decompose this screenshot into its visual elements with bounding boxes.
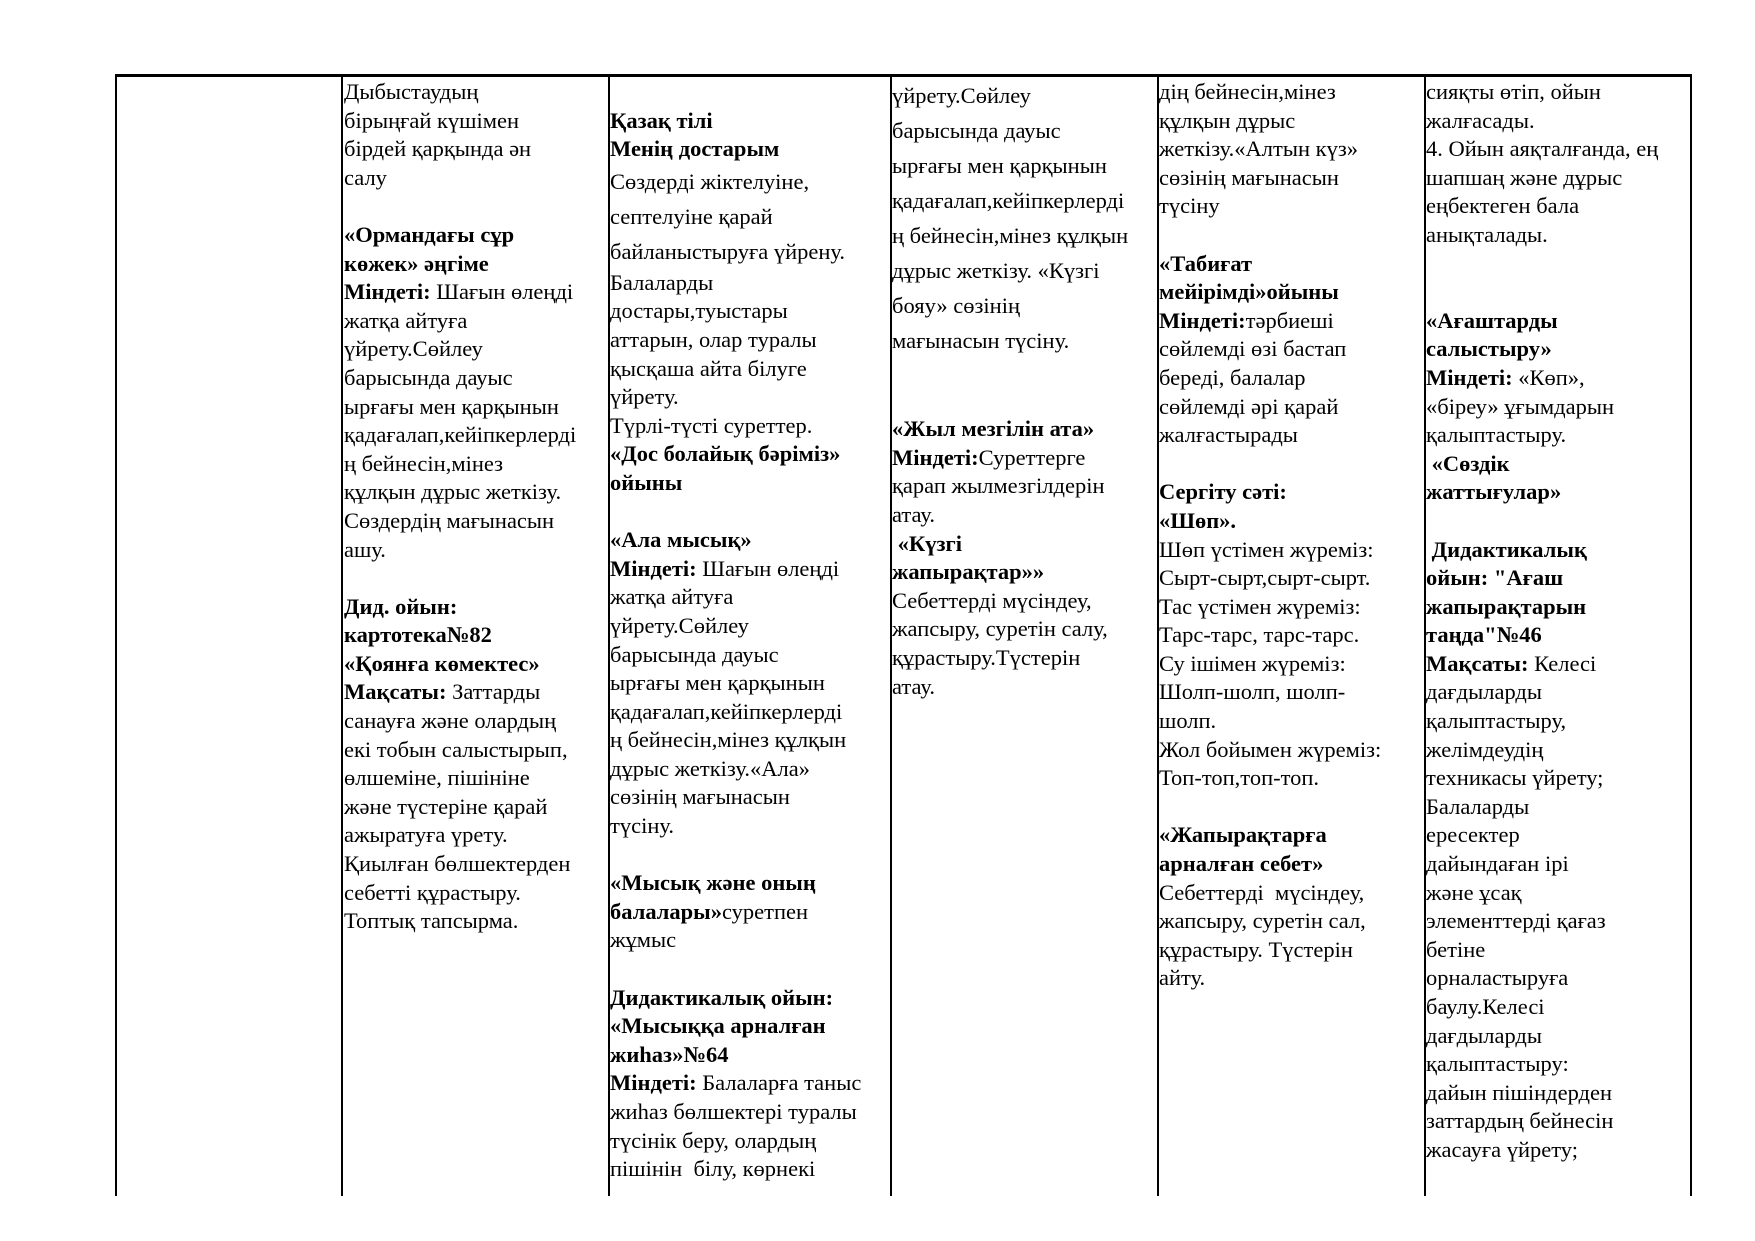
cell-text-line — [344, 192, 606, 221]
bold-label: Міндеті: — [892, 444, 979, 470]
cell-text-line — [1159, 450, 1423, 479]
cell-text-line: жатқа айтуға — [610, 584, 734, 610]
cell-text-line: дайындаған ірі — [1426, 851, 1569, 877]
table-left-border — [115, 74, 117, 1196]
cell-text-line: сөйлемді әрі қарай — [1159, 393, 1339, 419]
cell-text-line: бірыңғай күшімен — [344, 107, 520, 133]
cell-text-line: «Сөздік — [1426, 450, 1510, 476]
cell-text-line: Сергіту сәті: — [1159, 479, 1287, 505]
cell-text-line: Балаларды — [610, 269, 714, 295]
cell-text-line — [1159, 793, 1423, 822]
cell-text-line: Топ-топ,топ-топ. — [1159, 765, 1320, 791]
bold-label: Міндеті: — [344, 279, 431, 305]
cell-text-line: құлқын дұрыс жеткізу. — [344, 479, 562, 505]
cell-text-line: жиһаз бөлшектері туралы — [610, 1099, 857, 1124]
table-top-border — [115, 74, 1692, 77]
cell-text-line: сөзінің мағынасын — [1159, 164, 1339, 190]
cell-text-line: қадағалап,кейіпкерлерді — [344, 422, 577, 448]
cell-text-line: анықталады. — [1426, 221, 1548, 247]
cell-text-line: «Дос болайық бәріміз» — [610, 441, 841, 467]
table-column — [1426, 78, 1688, 1165]
table-column — [892, 78, 1156, 701]
cell-text-line: қадағалап,кейіпкерлерді — [892, 188, 1125, 213]
cell-text-line: үйрету.Сөйлеу — [344, 336, 483, 362]
cell-text-line — [610, 555, 888, 584]
cell-text-line: дағдыларды — [1426, 1022, 1542, 1048]
cell-text-line: «біреу» ұғымдарын — [1426, 393, 1614, 419]
bold-label: Міндеті: — [610, 1070, 697, 1096]
bold-label: Мақсаты: — [1426, 650, 1529, 676]
cell-text-line: «Жыл мезгілін ата» — [892, 416, 1095, 442]
cell-text-line: дағдыларды — [1426, 679, 1542, 705]
cell-text-line: Су ішімен жүреміз: — [1159, 650, 1346, 676]
cell-text-line: Себеттерді мүсіндеу, — [892, 587, 1092, 613]
cell-text-line: екі тобын салыстырып, — [344, 736, 568, 762]
cell-text-line: жалғасады. — [1426, 107, 1535, 133]
cell-text-line: ересектер — [1426, 822, 1520, 848]
cell-text-line: ырғағы мен қарқынын — [344, 393, 559, 419]
cell-text-line: жұмыс — [610, 927, 677, 953]
cell-text-line: түсінік беру, олардың — [610, 1127, 817, 1153]
cell-text-line: дайын пішіндерден — [1426, 1079, 1613, 1105]
cell-text-line: қарап жылмезгілдерін — [892, 473, 1105, 499]
cell-text-line — [1426, 650, 1688, 679]
cell-text-line: ойын: "Ағаш — [1426, 565, 1564, 591]
cell-text-line: «Күзгі — [892, 530, 962, 556]
cell-text-line: ашу. — [344, 536, 386, 562]
cell-text-line: Себеттерді мүсіндеу, — [1159, 879, 1365, 905]
cell-text-line — [892, 444, 1156, 473]
cell-text-line — [892, 358, 1156, 387]
cell-text-line: көжек» әңгіме — [344, 250, 489, 276]
cell-text-line: септелуіне қарай — [610, 203, 773, 229]
cell-text-line: картотека№82 — [344, 622, 492, 648]
column-divider — [341, 74, 343, 1196]
cell-text-line: таңда"№46 — [1426, 622, 1542, 648]
cell-text-line: «Шөп». — [1159, 507, 1237, 533]
cell-text-line: жасауға үйрету; — [1426, 1136, 1578, 1162]
cell-text-line — [1159, 307, 1423, 336]
cell-text-line: сияқты өтіп, ойын — [1426, 79, 1601, 104]
cell-text-line: атау. — [892, 501, 935, 527]
cell-text-line: Тас үстімен жүреміз: — [1159, 593, 1361, 619]
cell-text-line: бояу» сөзінің — [892, 293, 1021, 318]
cell-text-line: мейірімді»ойыны — [1159, 279, 1339, 305]
bold-label: балалары» — [610, 898, 722, 924]
cell-text-line: пішінін білу, көрнекі — [610, 1156, 816, 1182]
cell-text-line — [610, 898, 888, 927]
text-run: Суреттерге — [978, 444, 1086, 470]
cell-text-line: себетті құрастыру. — [344, 879, 521, 905]
cell-text-line: ң бейнесін,мінез құлқын — [892, 223, 1129, 248]
cell-text-line — [610, 498, 888, 527]
cell-text-line: «Жапырақтарға — [1159, 822, 1327, 848]
cell-text-line: Түрлі-түсті суреттер. — [610, 412, 813, 438]
cell-text-line: барысында дауыс — [892, 118, 1061, 143]
cell-text-line: жаттығулар» — [1426, 479, 1562, 505]
text-run: суретпен — [721, 898, 809, 924]
cell-text-line: орналастыруға — [1426, 965, 1569, 991]
cell-text-line: береді, балалар — [1159, 364, 1306, 390]
table-right-border — [1690, 74, 1692, 1196]
cell-text-line: ң бейнесін,мінез құлқын — [610, 727, 847, 753]
cell-text-line — [344, 278, 606, 307]
cell-text-line: «Мысық және оның — [610, 870, 816, 896]
cell-text-line: ойыны — [610, 469, 683, 495]
cell-text-line: ырғағы мен қарқынын — [892, 153, 1107, 178]
cell-text-line: сөйлемді өзі бастап — [1159, 336, 1347, 362]
cell-text-line — [892, 387, 1156, 416]
cell-text-line: еңбектеген бала — [1426, 193, 1580, 219]
cell-text-line: шолп. — [1159, 708, 1217, 734]
cell-text-line: элементтерді қағаз — [1426, 908, 1606, 934]
cell-text-line: бетіне — [1426, 936, 1486, 962]
cell-text-line: салу — [344, 164, 387, 190]
cell-text-line: ажыратуға үрету. — [344, 822, 508, 848]
cell-text-line: «Ала мысық» — [610, 527, 752, 553]
cell-text-line: «Ағаштарды — [1426, 307, 1558, 333]
cell-text-line: салыстыру» — [1426, 336, 1552, 362]
bold-label: Міндеті: — [610, 555, 697, 581]
cell-text-line: жеткізу.«Алтын күз» — [1159, 136, 1358, 162]
cell-text-line: өлшеміне, пішініне — [344, 765, 530, 791]
cell-text-line: Жол бойымен жүреміз: — [1159, 736, 1382, 762]
cell-text-line: айту. — [1159, 965, 1206, 991]
cell-text-line: құлқын дұрыс — [1159, 107, 1296, 133]
cell-text-line: барысында дауыс — [344, 364, 513, 390]
cell-text-line: Тарс-тарс, тарс-тарс. — [1159, 622, 1360, 648]
cell-text-line: жапсыру, суретін сал, — [1159, 908, 1366, 934]
cell-text-line: Сөздердің мағынасын — [344, 507, 555, 533]
cell-text-line: жиһаз»№64 — [610, 1041, 729, 1067]
cell-text-line: жатқа айтуға — [344, 307, 468, 333]
cell-text-line — [1426, 250, 1688, 279]
cell-text-line — [610, 841, 888, 870]
text-run: «Көп», — [1512, 364, 1585, 390]
table-column — [344, 78, 606, 936]
cell-text-line: «Табиғат — [1159, 250, 1253, 276]
cell-text-line: Дыбыстаудың — [344, 79, 479, 104]
cell-text-line: және түстеріне қарай — [344, 793, 548, 819]
cell-text-line: үйрету.Сөйлеу — [610, 612, 749, 638]
cell-text-line: «Қоянға көмектес» — [344, 650, 540, 676]
cell-text-line: бірдей қарқында ән — [344, 136, 532, 162]
cell-text-line — [610, 1069, 888, 1098]
cell-text-line: Дидактикалық ойын: — [610, 984, 834, 1010]
text-run: тәрбиеші — [1245, 307, 1334, 333]
cell-text-line: қысқаша айта білуге — [610, 355, 807, 381]
cell-text-line: «Мысыққа арналған — [610, 1013, 826, 1039]
cell-text-line: түсіну. — [610, 813, 674, 839]
cell-text-line: түсіну — [1159, 193, 1220, 219]
cell-text-line: желімдеудің — [1426, 736, 1544, 762]
cell-text-line: санауға және олардың — [344, 708, 557, 734]
cell-text-line: барысында дауыс — [610, 641, 779, 667]
cell-text-line: қалыптастыру. — [1426, 422, 1567, 448]
cell-text-line — [610, 955, 888, 984]
cell-text-line: үйрету. — [610, 384, 679, 410]
bold-label: Мақсаты: — [344, 679, 447, 705]
text-run: Заттарды — [446, 679, 541, 705]
cell-text-line: қалыптастыру: — [1426, 1051, 1569, 1077]
cell-text-line: жапырақтар»» — [892, 559, 1045, 585]
cell-text-line: Балаларды — [1426, 793, 1530, 819]
cell-text-line: ң бейнесін,мінез — [344, 450, 504, 476]
cell-text-line: «Ормандағы сұр — [344, 221, 515, 247]
text-run: Шағын өлеңді — [696, 555, 840, 581]
cell-text-line: баулу.Келесі — [1426, 994, 1545, 1019]
cell-text-line — [610, 78, 888, 107]
cell-text-line: атау. — [892, 673, 935, 699]
bold-label: Міндеті: — [1426, 364, 1513, 390]
cell-text-line: Дид. ойын: — [344, 593, 458, 619]
cell-text-line: ырғағы мен қарқынын — [610, 670, 825, 696]
text-run: Келесі — [1528, 650, 1597, 676]
cell-text-line: дұрыс жеткізу. «Күзгі — [892, 258, 1100, 283]
cell-text-line: сөзінің мағынасын — [610, 784, 790, 810]
cell-text-line: жапсыру, суретін салу, — [892, 616, 1108, 642]
table-column — [1159, 78, 1423, 993]
cell-text-line: аттарын, олар туралы — [610, 326, 817, 352]
bold-label: Міндеті: — [1159, 307, 1246, 333]
cell-text-line: қалыптастыру, — [1426, 708, 1567, 734]
cell-text-line: 4. Ойын аяқталғанда, ең — [1426, 136, 1659, 162]
cell-text-line — [344, 678, 606, 707]
cell-text-line — [1159, 221, 1423, 250]
cell-text-line: Топтық тапсырма. — [344, 908, 519, 934]
cell-text-line: Сөздерді жіктелуіне, — [610, 168, 810, 194]
cell-text-line: шапшаң және дұрыс — [1426, 164, 1623, 190]
cell-text-line: қадағалап,кейіпкерлерді — [610, 698, 843, 724]
cell-text-line: Менің достарым — [610, 136, 780, 162]
cell-text-line: жапырақтарын — [1426, 593, 1587, 619]
cell-text-line: дұрыс жеткізу.«Ала» — [610, 755, 810, 781]
cell-text-line: достары,туыстары — [610, 298, 788, 324]
table-column — [610, 78, 888, 1184]
cell-text-line: Қазақ тілі — [610, 107, 713, 133]
cell-text-line — [1426, 278, 1688, 307]
cell-text-line: құрастыру. Түстерін — [1159, 936, 1353, 962]
text-run: Балаларға таныс — [696, 1070, 862, 1096]
cell-text-line: техникасы үйрету; — [1426, 765, 1604, 791]
cell-text-line: және ұсақ — [1426, 879, 1522, 905]
cell-text-line: Сырт-сырт,сырт-сырт. — [1159, 565, 1371, 591]
cell-text-line: Шолп-шолп, шолп- — [1159, 679, 1346, 705]
cell-text-line — [1426, 507, 1688, 536]
cell-text-line: құрастыру.Түстерін — [892, 644, 1081, 670]
cell-text-line: дің бейнесін,мінез — [1159, 79, 1336, 104]
text-run: Шағын өлеңді — [430, 279, 574, 305]
cell-text-line: Қиылған бөлшектерден — [344, 851, 571, 877]
cell-text-line: жалғастырады — [1159, 422, 1298, 448]
cell-text-line: Дидактикалық — [1426, 536, 1587, 562]
cell-text-line — [1426, 364, 1688, 393]
cell-text-line: байланыстыруға үйрену. — [610, 238, 846, 264]
cell-text-line: мағынасын түсіну. — [892, 328, 1070, 353]
cell-text-line: заттардың бейнесін — [1426, 1108, 1614, 1134]
cell-text-line: арналған себет» — [1159, 851, 1324, 877]
cell-text-line: үйрету.Сөйлеу — [892, 83, 1031, 108]
cell-text-line — [344, 564, 606, 593]
cell-text-line: Шөп үстімен жүреміз: — [1159, 536, 1374, 562]
